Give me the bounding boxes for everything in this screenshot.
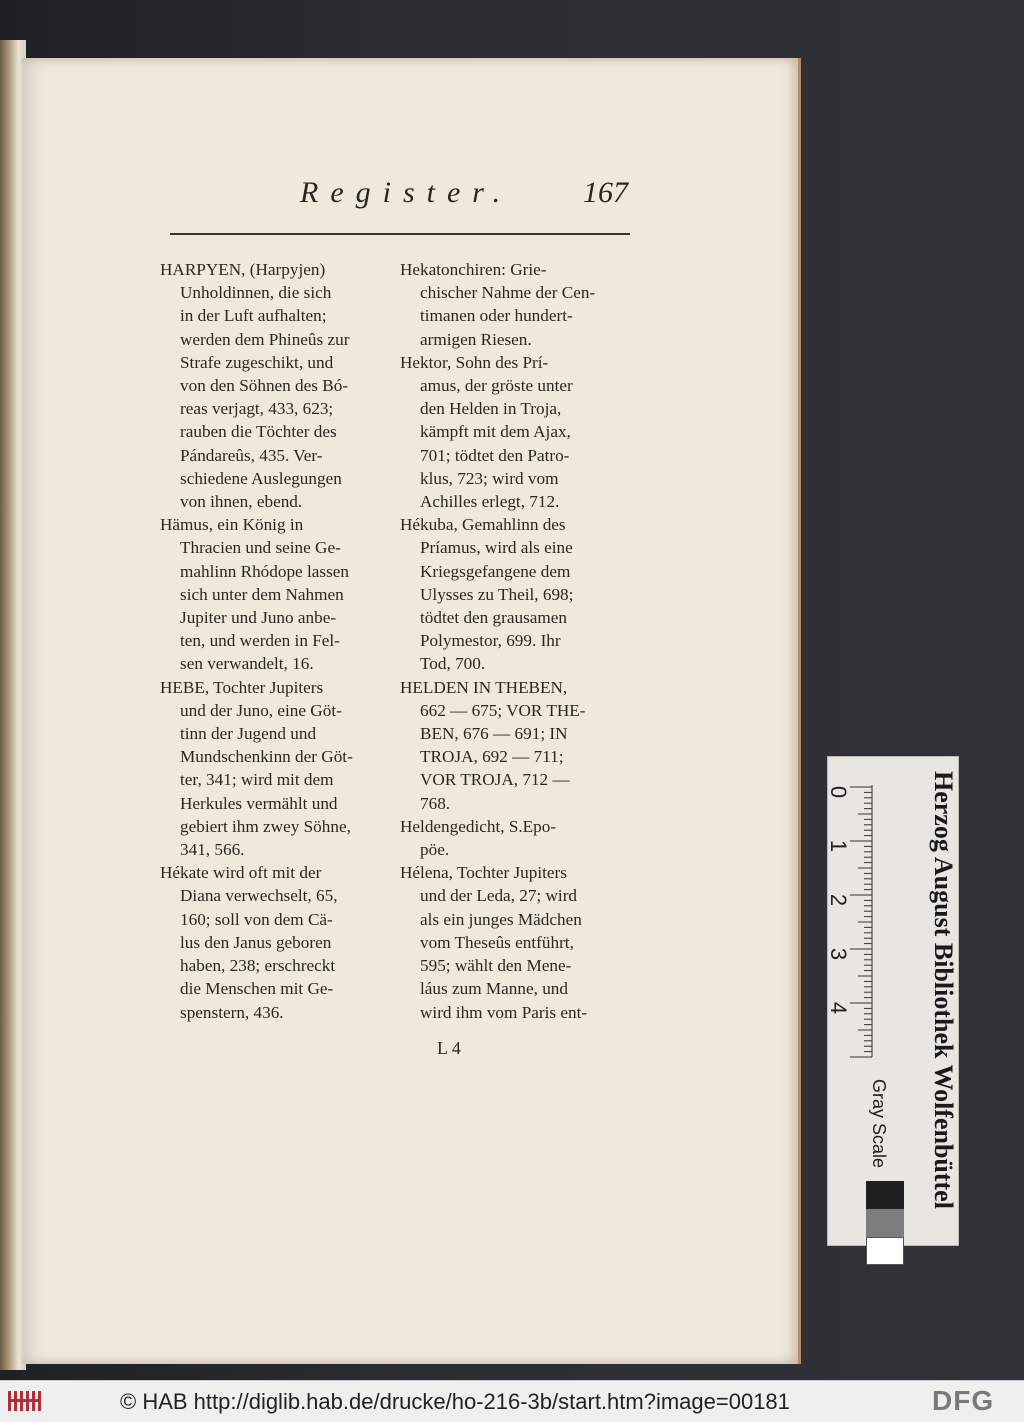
index-entry <box>160 676 396 862</box>
entry-line: Thracien und seine Ge- <box>180 538 341 558</box>
gray-scale-swatches <box>866 1181 904 1237</box>
entry-line: 595; wählt den Mene- <box>420 956 572 976</box>
entry-line: rauben die Töchter des <box>180 422 337 442</box>
index-entry <box>160 861 396 1023</box>
library-name: Herzog August Bibliothek Wolfenbüttel <box>929 771 958 1209</box>
entry-line: Hektor, Sohn des Prí- <box>400 352 549 372</box>
entry-line: Heldengedicht, S.Epo- <box>400 816 557 836</box>
entry-line: 160; soll von dem Cä- <box>180 909 333 929</box>
entry-line: wird ihm vom Paris ent- <box>420 1002 588 1022</box>
scale-number: 2 <box>826 893 852 907</box>
index-entry <box>400 258 636 351</box>
entry-line: Strafe zugeschikt, und <box>180 352 334 372</box>
entry-line: ten, und werden in Fel- <box>180 631 340 651</box>
entry-line: reas verjagt, 433, 623; <box>180 399 334 419</box>
entry-line: Tod, 700. <box>420 654 486 674</box>
entry-line: amus, der gröste unter <box>420 376 573 396</box>
scale-card <box>827 756 959 1246</box>
entry-line: werden dem Phineûs zur <box>180 329 350 349</box>
index-column-right <box>400 258 636 1024</box>
gray-scale-label: Gray Scale <box>869 1079 889 1169</box>
entry-line: Unholdinnen, die sich <box>180 283 332 303</box>
page-header <box>300 176 640 216</box>
entry-line: TROJA, 692 — 711; <box>420 747 564 767</box>
entry-line: tödtet den grausamen <box>420 608 568 628</box>
bottom-bar <box>0 1380 1024 1422</box>
entry-line: BEN, 676 — 691; IN <box>420 724 568 744</box>
entry-line: Jupiter und Juno anbe- <box>180 608 337 628</box>
index-entry <box>400 351 636 513</box>
entry-line: und der Leda, 27; wird <box>420 886 578 906</box>
entry-line: tinn der Jugend und <box>180 724 317 744</box>
entry-line: Ulysses zu Theil, 698; <box>420 584 574 604</box>
entry-line: von ihnen, ebend. <box>180 492 303 512</box>
index-entry <box>160 258 396 513</box>
entry-line: 701; tödtet den Patro- <box>420 445 570 465</box>
entry-line: HEBE, Tochter Jupiters <box>160 677 324 697</box>
gray-swatch-mid <box>866 1209 904 1237</box>
scale-number: 3 <box>826 947 852 961</box>
entry-line: kämpft mit dem Ajax, <box>420 422 571 442</box>
running-title: Register. <box>300 176 513 209</box>
index-entry <box>400 861 636 1023</box>
entry-line: láus zum Manne, und <box>420 979 568 999</box>
entry-line: 341, 566. <box>180 840 245 860</box>
entry-line: Diana verwechselt, 65, <box>180 886 338 906</box>
entry-line: schiedene Auslegungen <box>180 468 342 488</box>
entry-line: als ein junges Mädchen <box>420 909 582 929</box>
index-entry <box>160 513 396 675</box>
entry-line: armigen Riesen. <box>420 329 532 349</box>
entry-line: haben, 238; erschreckt <box>180 956 336 976</box>
entry-line: pöe. <box>420 840 450 860</box>
entry-line: ter, 341; wird mit dem <box>180 770 334 790</box>
entry-line: 662 — 675; VOR THE- <box>420 700 586 720</box>
entry-line: Hékuba, Gemahlinn des <box>400 515 566 535</box>
index-entry <box>400 513 636 675</box>
entry-line: spenstern, 436. <box>180 1002 284 1022</box>
scale-number: 1 <box>826 839 852 853</box>
entry-line: Kriegsgefangene dem <box>420 561 571 581</box>
entry-line: Herkules vermählt und <box>180 793 338 813</box>
entry-line: 768. <box>420 793 451 813</box>
entry-line: und der Juno, eine Göt- <box>180 700 342 720</box>
entry-line: Príamus, wird als eine <box>420 538 573 558</box>
entry-line: mahlinn Rhódope lassen <box>180 561 349 581</box>
gray-swatch-white <box>866 1237 904 1265</box>
gray-swatch-black <box>866 1181 904 1209</box>
entry-line: gebiert ihm zwey Söhne, <box>180 816 351 836</box>
index-entry <box>400 676 636 815</box>
entry-line: lus den Janus geboren <box>180 932 332 952</box>
entry-line: Hämus, ein König in <box>160 515 304 535</box>
entry-line: Achilles erlegt, 712. <box>420 492 560 512</box>
header-rule <box>170 233 630 235</box>
scale-number: 0 <box>826 785 852 799</box>
index-column-left <box>160 258 396 1024</box>
entry-line: timanen oder hundert- <box>420 306 573 326</box>
entry-line: chischer Nahme der Cen- <box>420 283 596 303</box>
entry-line: von den Söhnen des Bó- <box>180 376 349 396</box>
dfg-logo: DFG <box>932 1385 995 1416</box>
entry-line: Mundschenkinn der Göt- <box>180 747 353 767</box>
source-credit-link[interactable]: © HAB http://diglib.hab.de/drucke/ho-216-3b/start.htm?image=00181 <box>120 1389 790 1414</box>
hab-logo-icon <box>6 1387 46 1415</box>
entry-line: Hékate wird oft mit der <box>160 863 322 883</box>
entry-line: Hekatonchiren: Grie- <box>400 260 547 279</box>
entry-line: HELDEN IN THEBEN, <box>400 677 568 697</box>
entry-line: Hélena, Tochter Jupiters <box>400 863 567 883</box>
entry-line: in der Luft aufhalten; <box>180 306 327 326</box>
entry-line: den Helden in Troja, <box>420 399 562 419</box>
signature-mark: L 4 <box>437 1038 461 1058</box>
entry-line: Polymestor, 699. Ihr <box>420 631 561 651</box>
entry-line: VOR TROJA, 712 — <box>420 770 570 790</box>
entry-line: Pándareûs, 435. Ver- <box>180 445 323 465</box>
ruler-icon <box>832 767 892 1067</box>
entry-line: vom Theseûs entführt, <box>420 932 574 952</box>
entry-line: die Menschen mit Ge- <box>180 979 334 999</box>
entry-line: klus, 723; wird vom <box>420 468 559 488</box>
index-entry <box>400 815 636 861</box>
entry-line: HARPYEN, (Harpyjen) <box>160 260 326 279</box>
entry-line: sen verwandelt, 16. <box>180 654 314 674</box>
page-number: 167 <box>583 176 628 209</box>
entry-line: sich unter dem Nahmen <box>180 584 344 604</box>
scale-number: 4 <box>826 1001 852 1015</box>
